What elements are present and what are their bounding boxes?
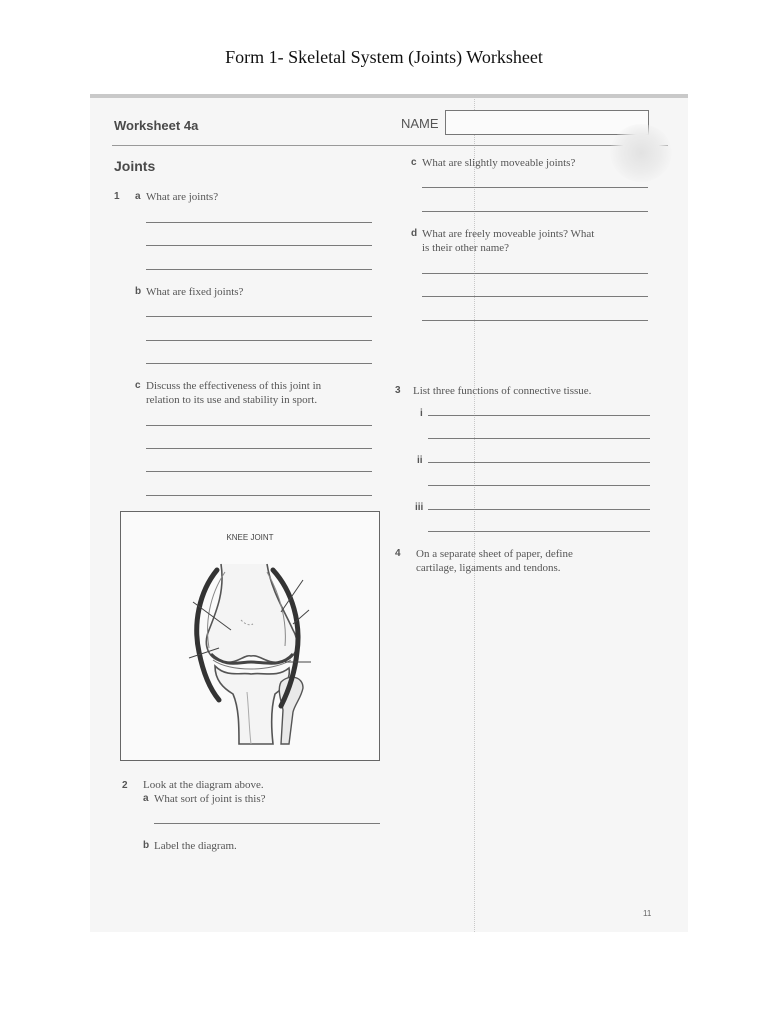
paper-smudge	[610, 124, 672, 182]
name-label: NAME	[401, 116, 439, 131]
q4-text-line2: cartilage, ligaments and tendons.	[416, 562, 561, 574]
header-rule	[112, 145, 668, 146]
q2b-text: Label the diagram.	[154, 840, 237, 852]
q2a-text: What sort of joint is this?	[154, 793, 266, 805]
answer-line[interactable]	[428, 438, 650, 439]
q4-number: 4	[395, 548, 401, 559]
answer-line[interactable]	[428, 485, 650, 486]
q3-i-label: i	[420, 408, 423, 419]
q2a-letter: a	[143, 793, 149, 804]
answer-line[interactable]	[422, 273, 648, 274]
q1d-text-line2: is their other name?	[422, 242, 510, 254]
q4-text-line1: On a separate sheet of paper, define	[416, 548, 573, 560]
section-heading: Joints	[114, 158, 156, 174]
q3-ii-label: ii	[417, 455, 423, 466]
page-top-edge	[90, 94, 688, 98]
answer-line[interactable]	[146, 340, 372, 341]
q1b-letter: b	[135, 286, 142, 297]
q1c-letter: c	[135, 380, 141, 391]
answer-line[interactable]	[422, 296, 648, 297]
answer-line[interactable]	[422, 187, 648, 188]
q1c2-text: What are slightly moveable joints?	[422, 157, 576, 169]
answer-line[interactable]	[428, 462, 650, 463]
answer-line[interactable]	[146, 316, 372, 317]
q1d-letter: d	[411, 228, 418, 239]
knee-joint-diagram	[120, 511, 380, 761]
q3-number: 3	[395, 385, 401, 396]
answer-line[interactable]	[428, 509, 650, 510]
answer-line[interactable]	[428, 415, 650, 416]
q1c-text-line2: relation to its use and stability in sport.	[146, 394, 318, 406]
q1a-letter: a	[135, 191, 141, 202]
q1a-text: What are joints?	[146, 191, 219, 203]
document-title: Form 1- Skeletal System (Joints) Worksheet	[225, 47, 543, 67]
q1c2-letter: c	[411, 157, 417, 168]
answer-line[interactable]	[146, 269, 372, 270]
q1c-text-line1: Discuss the effectiveness of this joint in	[146, 380, 322, 392]
q2-intro: Look at the diagram above.	[143, 779, 264, 791]
q3-iii-label: iii	[415, 502, 424, 513]
answer-line[interactable]	[146, 471, 372, 472]
answer-line[interactable]	[146, 495, 372, 496]
answer-line[interactable]	[146, 363, 372, 364]
knee-joint-illustration	[121, 512, 379, 760]
worksheet-page	[90, 94, 688, 932]
answer-line[interactable]	[146, 425, 372, 426]
q2b-letter: b	[143, 840, 150, 851]
fold-crease	[474, 94, 475, 932]
answer-line[interactable]	[428, 531, 650, 532]
answer-line[interactable]	[146, 222, 372, 223]
tibia-shape	[215, 666, 289, 744]
q3-text: List three functions of connective tissue.	[413, 385, 592, 397]
page-number: 11	[643, 909, 652, 918]
q1b-text: What are fixed joints?	[146, 286, 244, 298]
answer-line[interactable]	[146, 245, 372, 246]
answer-line[interactable]	[422, 320, 648, 321]
worksheet-label: Worksheet 4a	[114, 118, 199, 133]
answer-line[interactable]	[422, 211, 648, 212]
q2-number: 2	[122, 780, 128, 791]
answer-line[interactable]	[154, 823, 380, 824]
diagram-title: KNEE JOINT	[226, 533, 274, 542]
q1d-text-line1: What are freely moveable joints? What	[422, 228, 595, 240]
q1-number: 1	[114, 191, 120, 202]
answer-line[interactable]	[146, 448, 372, 449]
